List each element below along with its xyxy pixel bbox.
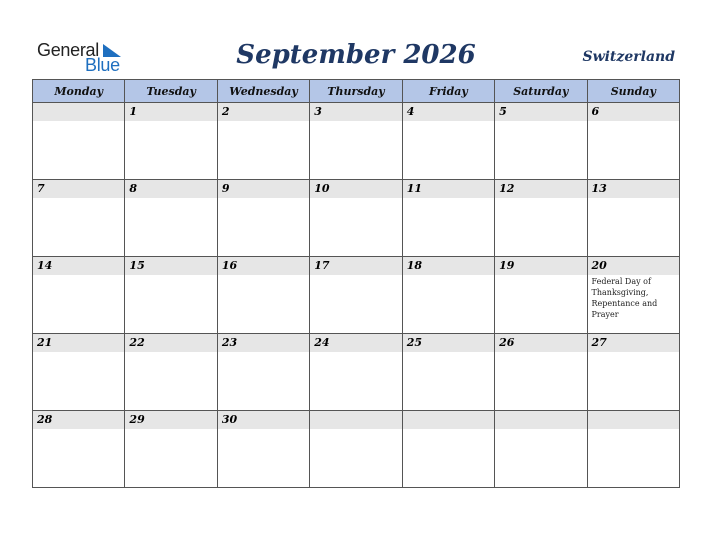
calendar-week-row bbox=[33, 411, 680, 488]
weekday-header: Saturday bbox=[495, 80, 587, 103]
day-number: 27 bbox=[588, 334, 679, 352]
day-number: 9 bbox=[218, 180, 309, 198]
weekday-header: Thursday bbox=[310, 80, 402, 103]
day-number: 26 bbox=[495, 334, 586, 352]
weekday-header: Sunday bbox=[587, 80, 679, 103]
calendar-day-cell bbox=[587, 411, 679, 488]
calendar-day-cell bbox=[495, 334, 587, 411]
day-number: 14 bbox=[33, 257, 124, 275]
calendar-day-cell bbox=[310, 180, 402, 257]
day-number bbox=[495, 411, 586, 429]
day-number: 18 bbox=[403, 257, 494, 275]
day-number: 29 bbox=[125, 411, 216, 429]
calendar-day-cell bbox=[310, 411, 402, 488]
calendar-day-cell bbox=[495, 180, 587, 257]
weekday-header: Monday bbox=[33, 80, 125, 103]
day-number bbox=[310, 411, 401, 429]
day-number: 6 bbox=[588, 103, 679, 121]
calendar-day-cell bbox=[33, 103, 125, 180]
calendar-day-cell bbox=[33, 334, 125, 411]
calendar-week-row bbox=[33, 257, 680, 334]
day-number: 19 bbox=[495, 257, 586, 275]
calendar-day-cell bbox=[310, 334, 402, 411]
weekday-header: Wednesday bbox=[217, 80, 309, 103]
day-number: 5 bbox=[495, 103, 586, 121]
calendar-day-cell bbox=[402, 103, 494, 180]
calendar-week-row bbox=[33, 180, 680, 257]
calendar-day-cell bbox=[587, 103, 679, 180]
brand-logo bbox=[37, 40, 127, 74]
day-number bbox=[33, 103, 124, 121]
logo-text-general: General bbox=[37, 40, 99, 60]
calendar-week-row bbox=[33, 103, 680, 180]
day-number: 16 bbox=[218, 257, 309, 275]
calendar-day-cell bbox=[495, 411, 587, 488]
calendar-day-cell bbox=[125, 334, 217, 411]
logo-text-blue: Blue bbox=[85, 55, 120, 75]
day-number: 12 bbox=[495, 180, 586, 198]
country-label: Switzerland bbox=[582, 49, 675, 65]
day-number: 20 bbox=[588, 257, 679, 275]
calendar-day-cell bbox=[495, 257, 587, 334]
calendar-day-cell bbox=[217, 411, 309, 488]
day-number: 10 bbox=[310, 180, 401, 198]
day-number bbox=[403, 411, 494, 429]
day-number: 1 bbox=[125, 103, 216, 121]
day-number: 3 bbox=[310, 103, 401, 121]
day-number: 8 bbox=[125, 180, 216, 198]
day-number: 7 bbox=[33, 180, 124, 198]
calendar-day-cell bbox=[33, 257, 125, 334]
calendar-day-cell bbox=[217, 334, 309, 411]
day-number: 15 bbox=[125, 257, 216, 275]
calendar-title: September 2026 bbox=[236, 40, 476, 70]
calendar-day-cell bbox=[402, 411, 494, 488]
calendar-day-cell bbox=[402, 257, 494, 334]
calendar-day-cell bbox=[217, 103, 309, 180]
calendar-day-cell bbox=[33, 180, 125, 257]
calendar-day-cell bbox=[310, 103, 402, 180]
calendar-day-cell bbox=[217, 180, 309, 257]
calendar-day-cell bbox=[402, 180, 494, 257]
day-number: 30 bbox=[218, 411, 309, 429]
calendar-day-cell bbox=[587, 257, 679, 334]
calendar-day-cell bbox=[125, 103, 217, 180]
day-number: 17 bbox=[310, 257, 401, 275]
calendar-day-cell bbox=[33, 411, 125, 488]
calendar-day-cell bbox=[495, 103, 587, 180]
calendar-week-row bbox=[33, 334, 680, 411]
calendar-day-cell bbox=[125, 257, 217, 334]
day-number: 23 bbox=[218, 334, 309, 352]
day-number: 24 bbox=[310, 334, 401, 352]
weekday-header: Tuesday bbox=[125, 80, 217, 103]
calendar-day-cell bbox=[217, 257, 309, 334]
holiday-event: Federal Day of Thanksgiving, Repentance and Prayer bbox=[591, 277, 658, 319]
calendar-day-cell bbox=[125, 180, 217, 257]
day-number: 11 bbox=[403, 180, 494, 198]
calendar-day-cell bbox=[310, 257, 402, 334]
calendar-day-cell bbox=[125, 411, 217, 488]
day-number: 25 bbox=[403, 334, 494, 352]
weekday-header-row bbox=[33, 80, 680, 103]
day-number: 13 bbox=[588, 180, 679, 198]
weekday-header: Friday bbox=[402, 80, 494, 103]
day-number: 4 bbox=[403, 103, 494, 121]
calendar-grid bbox=[32, 79, 680, 488]
day-number: 2 bbox=[218, 103, 309, 121]
day-number: 22 bbox=[125, 334, 216, 352]
calendar-day-cell bbox=[587, 334, 679, 411]
day-number: 21 bbox=[33, 334, 124, 352]
day-number bbox=[588, 411, 679, 429]
calendar-day-cell bbox=[587, 180, 679, 257]
calendar-day-cell bbox=[402, 334, 494, 411]
day-number: 28 bbox=[33, 411, 124, 429]
